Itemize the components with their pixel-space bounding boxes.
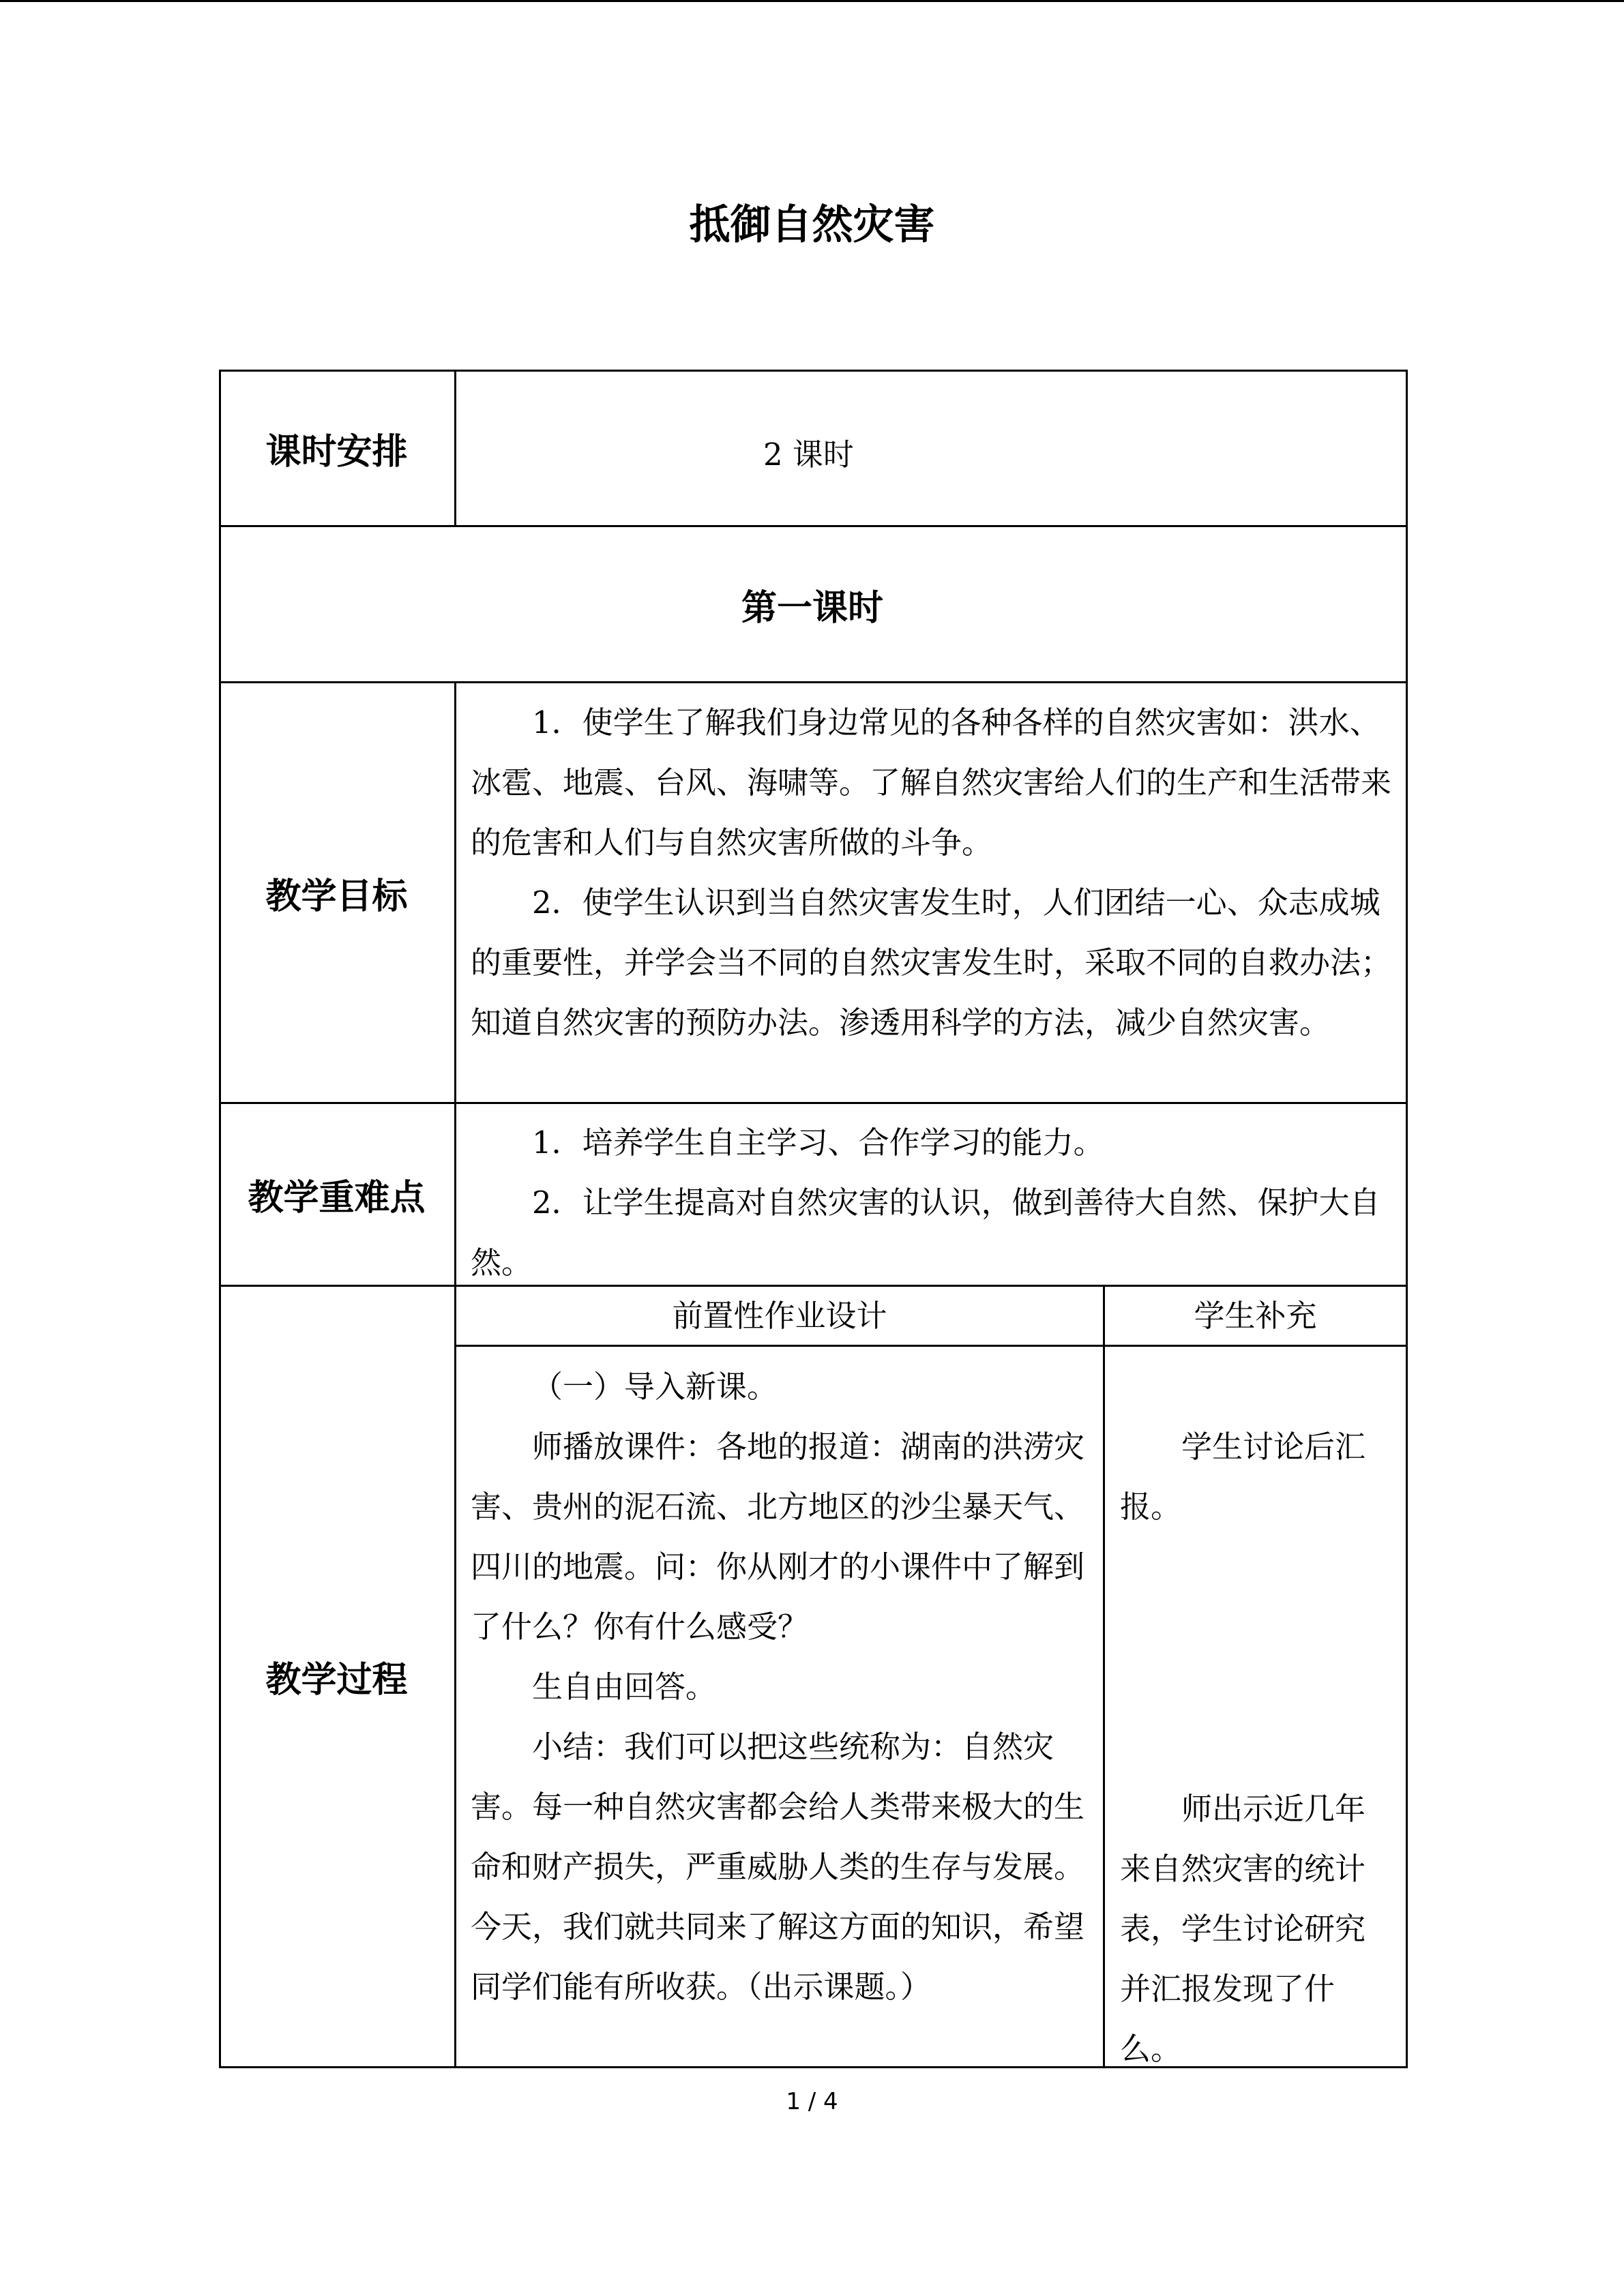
section-heading: 第一课时 — [741, 587, 883, 629]
table-border-right — [1406, 370, 1408, 2068]
goals-paragraph-1: 1．使学生了解我们身边常见的各种各样的自然灾害如：洪水、冰雹、地震、台风、海啸等。了解自然灾害给人们的生产和生活带来的危害和人们与自然灾害所做的斗争。 — [471, 704, 1392, 861]
design-paragraph-4: 小结：我们可以把这些统称为：自然灾害。每一种自然灾害都会给人类带来极大的生命和财产损失，严重威胁人类的生存与发展。今天，我们就共同来了解这方面的知识，希望同学们能有所收获。（出示课题。） — [471, 1729, 1085, 2005]
schedule-label: 课时安排 — [265, 432, 408, 473]
top-rule — [0, 0, 1624, 2]
goals-content — [471, 693, 1391, 1053]
supplement-paragraph-2: 师出示近几年来自然灾害的统计表，学生讨论研究并汇报发现了什么。 — [1120, 1791, 1366, 2067]
document-title: 抵御自然灾害 — [689, 201, 935, 249]
subheader-divider — [454, 1345, 1406, 1347]
goals-label: 教学目标 — [265, 876, 408, 917]
key-points-content — [471, 1113, 1391, 1293]
supplement-paragraph-1: 学生讨论后汇报。 — [1120, 1429, 1366, 1525]
design-paragraph-2: 师播放课件：各地的报道：湖南的洪涝灾害、贵州的泥石流、北方地区的沙尘暴天气、四川的地震。问：你从刚才的小课件中了解到了什么？你有什么感受？ — [471, 1429, 1085, 1645]
design-paragraph-3: 生自由回答。 — [532, 1669, 717, 1705]
column-divider — [454, 370, 456, 527]
column-divider — [454, 681, 456, 2068]
key-points-paragraph-2: 2．让学生提高对自然灾害的认识，做到善待大自然、保护大自然。 — [471, 1184, 1381, 1281]
design-content — [471, 1357, 1084, 2017]
supplement-note-2 — [1120, 1779, 1393, 2079]
supplement-column-header: 学生补充 — [1194, 1298, 1317, 1334]
key-points-paragraph-1: 1．培养学生自主学习、合作学习的能力。 — [532, 1124, 1104, 1161]
design-paragraph-1: （一）导入新课。 — [532, 1369, 778, 1405]
goals-paragraph-2: 2．使学生认识到当自然灾害发生时，人们团结一心、众志成城的重要性，并学会当不同的自然灾害发生时，采取不同的自救办法；知道自然灾害的预防办法。渗透用科学的方法，减少自然灾害。 — [471, 884, 1392, 1041]
page-number: 1 / 4 — [786, 2088, 838, 2115]
process-label: 教学过程 — [265, 1660, 408, 1701]
supplement-note-1 — [1120, 1417, 1393, 1537]
key-points-label: 教学重难点 — [248, 1178, 426, 1219]
column-divider — [1103, 1285, 1105, 2068]
schedule-value: 2 课时 — [763, 436, 854, 473]
design-column-header: 前置性作业设计 — [672, 1298, 887, 1334]
